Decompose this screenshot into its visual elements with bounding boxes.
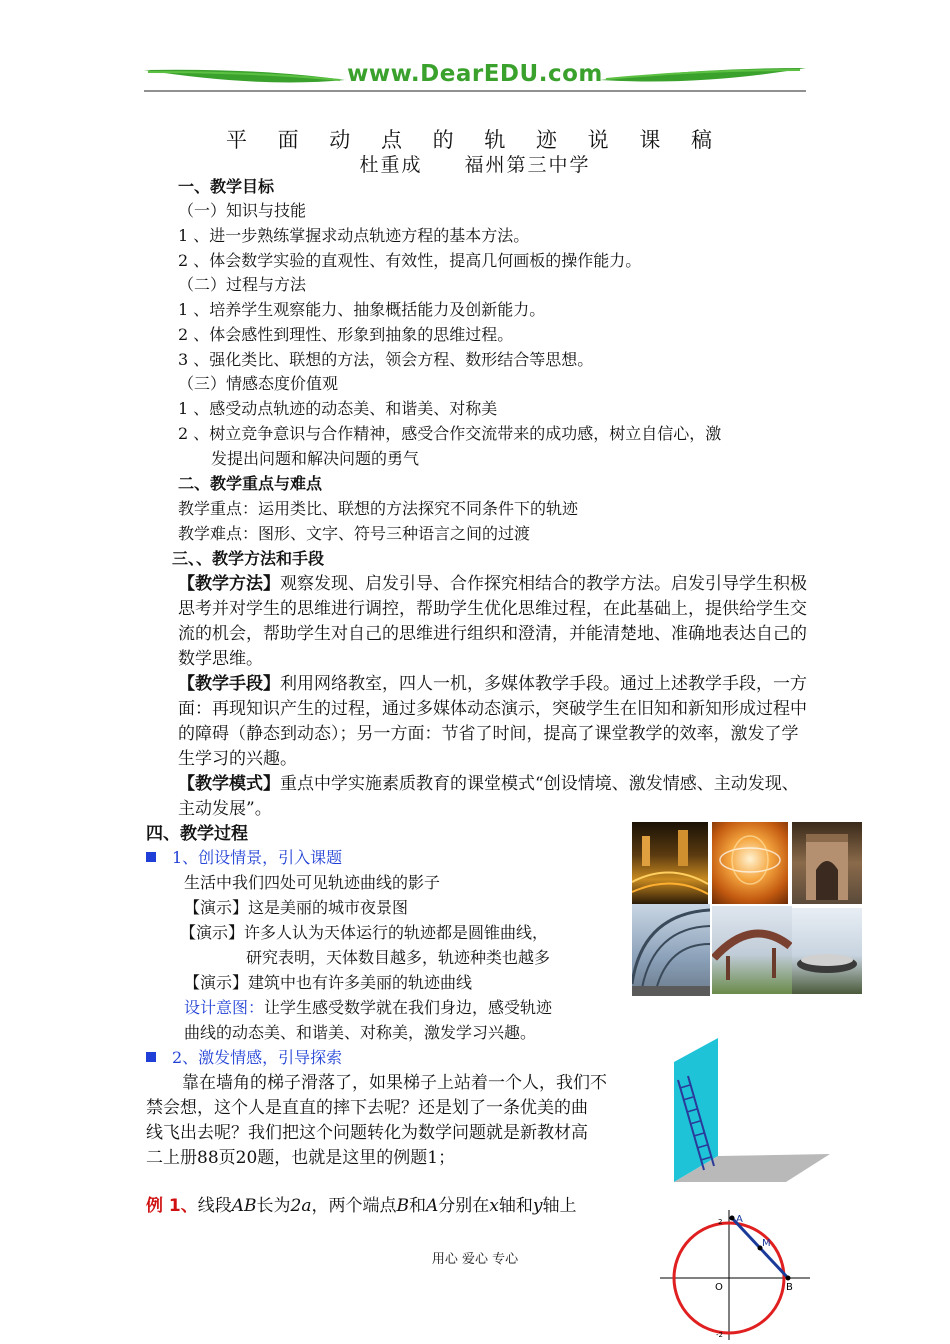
means-paragraph <box>178 672 808 772</box>
bullet-square-icon <box>146 852 156 862</box>
point-m-label: M <box>762 1238 771 1249</box>
method-paragraph <box>178 572 808 672</box>
list-item: 2 、体会感性到理性、形象到抽象的思维过程。 <box>178 325 514 344</box>
example-1-statement <box>146 1194 576 1218</box>
step-2-paragraph: 禁会想，这个人是直直的摔下去呢？还是划了一条优美的曲 <box>146 1098 588 1118</box>
example-text: 和 <box>408 1196 426 1216</box>
design-intent-text: 让学生感受数学就在我们身边，感受轨迹 <box>264 998 553 1017</box>
page-footer: 用心 爱心 专心 <box>431 1252 519 1267</box>
list-item: 1 、感受动点轨迹的动态美、和谐美、对称美 <box>178 399 498 418</box>
bridge-photo <box>712 906 792 994</box>
example-text: 轴和 <box>498 1196 533 1216</box>
mode-text: 重点中学实施素质教育的课堂模式“创设情境、激发情感、主动发现、主动发展”。 <box>178 774 799 819</box>
key-point: 教学重点：运用类比、联想的方法探究不同条件下的轨迹 <box>178 499 579 518</box>
header-banner <box>140 58 810 98</box>
design-intent-line: 曲线的动态美、和谐美、对称美，激发学习兴趣。 <box>184 1023 537 1042</box>
banner-text: www.DearEDU.com <box>347 61 603 87</box>
stadium-photo <box>792 908 862 994</box>
example-text: ，两个端点 <box>311 1196 397 1216</box>
list-item: 3 、强化类比、联想的方法，领会方程、数形结合等思想。 <box>178 350 594 369</box>
step-1-line: 【演示】这是美丽的城市夜景图 <box>184 898 409 917</box>
arch-building-photo <box>792 822 862 904</box>
method-label: 【教学方法】 <box>178 574 280 594</box>
means-text: 利用网络教室，四人一机，多媒体教学手段。通过上述教学手段，一方面：再现知识产生的过程，通过多媒体动态演示，突破学生在旧知和新知形成过程中的障碍（静态到动态）；另一方面：节省了时间，提高了课堂教学的效率，激发了学生学习的兴趣。 <box>178 674 807 769</box>
list-item: 2 、体会数学实验的直观性、有效性，提高几何画板的操作能力。 <box>178 251 642 270</box>
design-intent-label: 设计意图： <box>184 998 265 1017</box>
math-2a: 2a <box>290 1196 312 1216</box>
step-2-heading <box>146 1046 342 1070</box>
subheading-process: （二）过程与方法 <box>178 275 307 294</box>
step-1-line: 研究表明，天体数目越多，轨迹种类也越多 <box>246 948 551 967</box>
means-label: 【教学手段】 <box>178 674 280 694</box>
list-item: 1 、培养学生观察能力、抽象概括能力及创新能力。 <box>178 300 546 319</box>
example-label: 例 1、 <box>146 1196 198 1216</box>
math-b: B <box>396 1196 409 1216</box>
method-text: 观察发现、启发引导、合作探究相结合的教学方法。启发引导学生积极思考并对学生的思维进行调控，帮助学生优化思维过程，在此基础上，提供给学生交流的机会，帮助学生对自己的思维进行组织和澄清，并能清楚地、准确地表达自己的数学思维。 <box>178 574 807 669</box>
mode-paragraph <box>178 772 808 822</box>
step-1-line: 生活中我们四处可见轨迹曲线的影子 <box>184 873 441 892</box>
difficult-point: 教学难点：图形、文字、符号三种语言之间的过渡 <box>178 524 531 543</box>
math-y: y <box>532 1196 543 1216</box>
dome-structure-photo <box>632 904 710 996</box>
point-a-label: A <box>736 1214 743 1225</box>
doc-title: 平 面 动 点 的 轨 迹 说 课 稿 <box>225 128 725 152</box>
step-2-paragraph: 靠在墙角的梯子滑落了，如果梯子上站着一个人，我们不 <box>182 1073 607 1093</box>
math-a: A <box>425 1196 439 1216</box>
section-heading-4: 四、教学过程 <box>146 824 248 844</box>
ladder-wall-figure <box>668 1036 836 1186</box>
step-1-line: 【演示】许多人认为天体运行的轨迹都是圆锥曲线， <box>180 923 549 942</box>
tick-top-label: 2 <box>718 1218 723 1226</box>
subheading-emotion: （三）情感态度价值观 <box>178 374 339 393</box>
math-ab: AB <box>231 1196 257 1216</box>
origin-label: O <box>715 1282 723 1293</box>
math-x: x <box>489 1196 499 1216</box>
step-1-line: 【演示】建筑中也有许多美丽的轨迹曲线 <box>184 973 473 992</box>
example-text: 分别在 <box>438 1196 490 1216</box>
example-text: 线段 <box>197 1196 232 1216</box>
list-item-continuation: 发提出问题和解决问题的勇气 <box>211 449 420 468</box>
mode-label: 【教学模式】 <box>178 774 280 794</box>
subheading-knowledge: （一）知识与技能 <box>178 201 307 220</box>
circle-locus-figure <box>660 1210 810 1340</box>
doc-author: 杜重成 福州第三中学 <box>359 154 591 176</box>
section-heading-2: 二、教学重点与难点 <box>178 474 323 493</box>
section-heading-1: 一、教学目标 <box>178 177 275 196</box>
step-1-label: 1、创设情景，引入课题 <box>172 848 343 867</box>
example-text: 长为 <box>256 1196 291 1216</box>
example-text: 轴上 <box>542 1196 577 1216</box>
step-2-paragraph: 线飞出去呢？我们把这个问题转化为数学问题就是新教材高 <box>146 1123 588 1143</box>
point-b-label: B <box>786 1282 793 1293</box>
step-2-label: 2、激发情感，引导探索 <box>172 1048 343 1067</box>
list-item: 2 、树立竞争意识与合作精神，感受合作交流带来的成功感，树立自信心，激 <box>178 424 722 443</box>
tick-bottom-label: -2 <box>716 1331 723 1339</box>
celestial-orbit-photo <box>712 822 788 904</box>
design-intent-line <box>184 996 552 1020</box>
section-heading-3: 三、、教学方法和手段 <box>172 549 325 568</box>
city-night-photo <box>632 822 708 904</box>
bullet-square-icon <box>146 1052 156 1062</box>
step-1-heading <box>146 846 342 870</box>
list-item: 1 、进一步熟练掌握求动点轨迹方程的基本方法。 <box>178 226 530 245</box>
step-2-paragraph: 二上册88页20题，也就是这里的例题1； <box>146 1148 456 1168</box>
